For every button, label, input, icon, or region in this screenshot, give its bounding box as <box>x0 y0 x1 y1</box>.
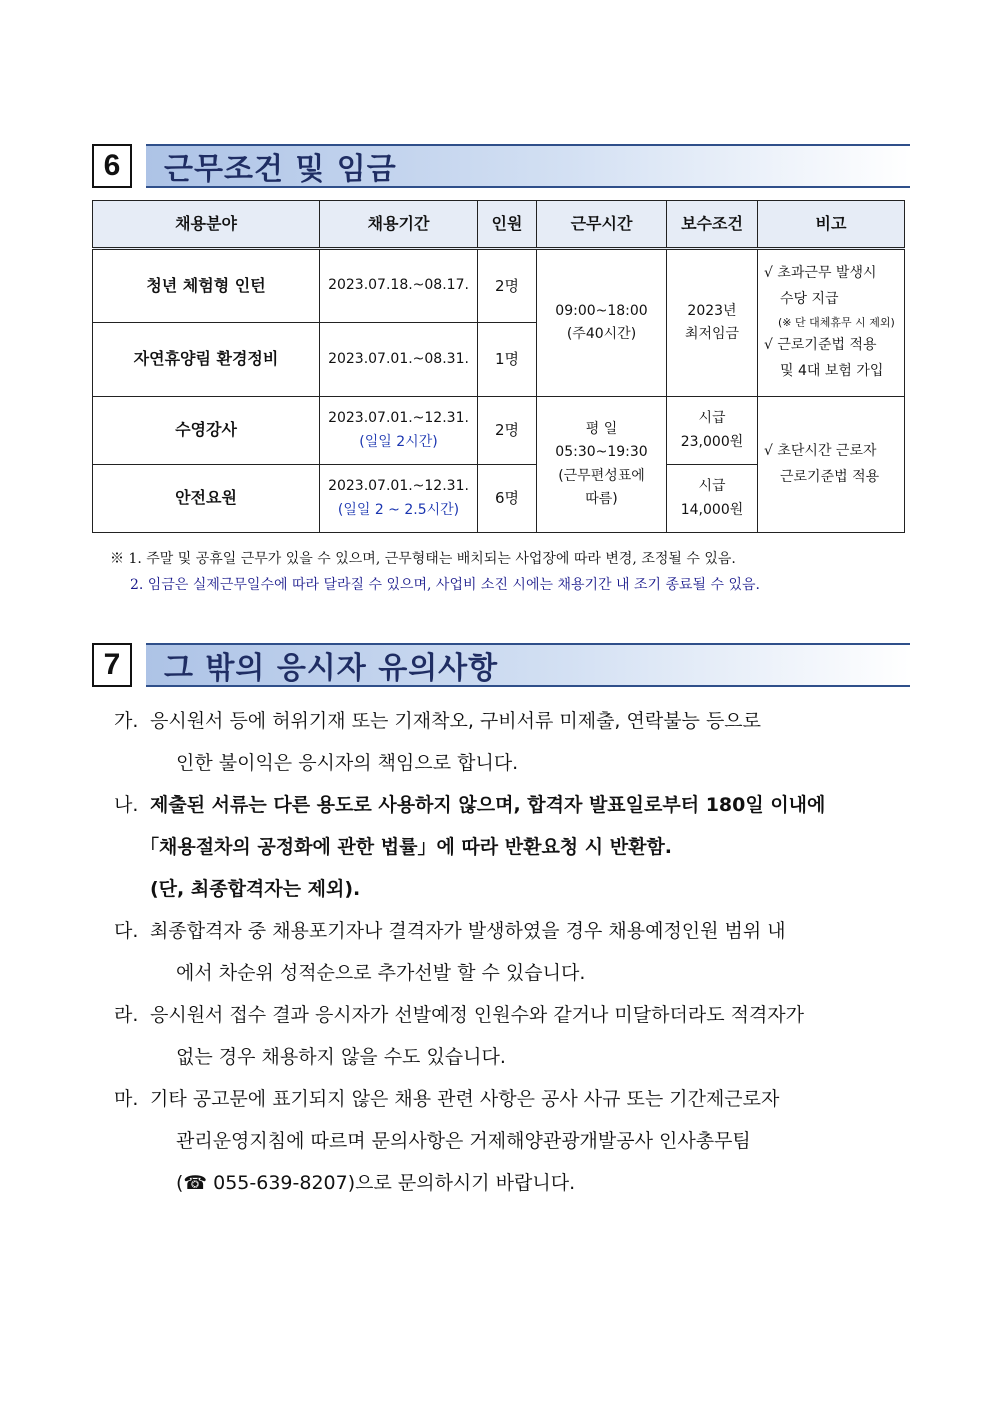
item-marker: 나. <box>114 794 139 816</box>
header-count: 인원 <box>478 201 537 249</box>
table-notes <box>110 546 760 598</box>
remarks-cell <box>758 397 905 533</box>
item-line: 기타 공고문에 표기되지 않은 채용 관련 사항은 공사 사규 또는 기간제근로자 <box>150 1088 780 1110</box>
hours-cell <box>537 397 667 533</box>
field-cell: 안전요원 <box>93 465 320 533</box>
pay-line: 2023년 <box>687 302 737 319</box>
pay-line: 최저임금 <box>684 326 740 342</box>
pay-line: 시급 <box>698 410 726 427</box>
hours-line: 05:30~19:30 <box>555 444 648 461</box>
item-line: 인한 불이익은 응시자의 책임으로 합니다. <box>176 752 519 774</box>
section-7-number: 7 <box>92 643 132 687</box>
hours-line: 평 일 <box>585 421 618 438</box>
remark-line: √ 근로기준법 적용 <box>764 337 877 354</box>
hours-cell <box>537 249 667 397</box>
item-line: 없는 경우 채용하지 않을 수도 있습니다. <box>176 1046 506 1068</box>
remark-line: 및 4대 보험 가입 <box>780 363 884 380</box>
field-cell: 수영강사 <box>93 397 320 465</box>
header-pay: 보수조건 <box>667 201 758 249</box>
work-conditions-table <box>92 200 905 533</box>
hours-line: 따름) <box>585 490 618 507</box>
hours-line: (근무편성표에 <box>558 467 645 484</box>
item-line: (단, 최종합격자는 제외). <box>150 878 361 900</box>
item-line: 「채용절차의 공정화에 관한 법률」에 따라 반환요청 시 반환함. <box>140 836 673 858</box>
list-item <box>114 700 904 784</box>
remark-line: (※ 단 대체휴무 시 제외) <box>778 315 895 329</box>
item-line: 응시원서 접수 결과 응시자가 선발예정 인원수와 같거나 미달하더라도 적격자가 <box>150 1004 805 1026</box>
remark-line: 수당 지급 <box>780 290 839 307</box>
period-note: (일일 2시간) <box>359 433 438 450</box>
period-line: 2023.07.01.~12.31. <box>328 410 469 427</box>
count-cell: 6명 <box>478 465 537 533</box>
item-marker: 다. <box>114 920 139 942</box>
pay-cell <box>667 465 758 533</box>
notice-list <box>114 700 904 1204</box>
table-row <box>93 249 905 323</box>
period-cell <box>320 397 478 465</box>
header-period: 채용기간 <box>320 201 478 249</box>
section-6-title: 근무조건 및 임금 <box>146 144 910 188</box>
pay-line: 시급 <box>698 478 726 495</box>
field-cell: 청년 체험형 인턴 <box>93 249 320 323</box>
period-cell: 2023.07.18.~08.17. <box>320 249 478 323</box>
section-7-title: 그 밖의 응시자 유의사항 <box>146 643 910 687</box>
period-cell: 2023.07.01.~08.31. <box>320 323 478 397</box>
header-remarks: 비고 <box>758 201 905 249</box>
item-marker: 라. <box>114 1004 139 1026</box>
pay-cell <box>667 249 758 397</box>
item-line: 에서 차순위 성적순으로 추가선발 할 수 있습니다. <box>176 962 586 984</box>
header-hours: 근무시간 <box>537 201 667 249</box>
table-row <box>93 397 905 465</box>
item-line: (☎ 055-639-8207)으로 문의하시기 바랍니다. <box>176 1172 576 1194</box>
table-header-row <box>93 201 905 249</box>
section-7-header <box>92 643 910 691</box>
count-cell: 1명 <box>478 323 537 397</box>
field-cell: 자연휴양림 환경정비 <box>93 323 320 397</box>
section-6-number: 6 <box>92 144 132 188</box>
item-line: 최종합격자 중 채용포기자나 결격자가 발생하였을 경우 채용예정인원 범위 내 <box>150 920 786 942</box>
note-2: 2. 임금은 실제근무일수에 따라 달라질 수 있으며, 사업비 소진 시에는 채용기간 내 조기 종료될 수 있음. <box>130 577 760 593</box>
list-item <box>114 910 904 994</box>
pay-line: 14,000원 <box>680 501 744 518</box>
list-item <box>114 1078 904 1204</box>
hours-line: (주40시간) <box>566 326 637 342</box>
count-cell: 2명 <box>478 249 537 323</box>
hours-line: 09:00~18:00 <box>555 302 648 319</box>
count-cell: 2명 <box>478 397 537 465</box>
period-note: (일일 2 ~ 2.5시간) <box>337 501 460 518</box>
remark-line: √ 초과근무 발생시 <box>764 265 877 282</box>
note-1: ※ 1. 주말 및 공휴일 근무가 있을 수 있으며, 근무형태는 배치되는 사업장에 따라 변경, 조정될 수 있음. <box>110 551 736 567</box>
remarks-cell <box>758 249 905 397</box>
item-line: 관리운영지침에 따르며 문의사항은 거제해양관광개발공사 인사총무팀 <box>176 1130 751 1152</box>
header-field: 채용분야 <box>93 201 320 249</box>
pay-cell <box>667 397 758 465</box>
item-line: 제출된 서류는 다른 용도로 사용하지 않으며, 합격자 발표일로부터 180일 이내에 <box>150 794 826 816</box>
item-line: 응시원서 등에 허위기재 또는 기재착오, 구비서류 미제출, 연락불능 등으로 <box>150 710 762 732</box>
remark-line: √ 초단시간 근로자 <box>764 442 877 459</box>
period-cell <box>320 465 478 533</box>
list-item <box>114 994 904 1078</box>
list-item <box>114 784 904 910</box>
section-6-header <box>92 144 910 192</box>
item-marker: 마. <box>114 1088 139 1110</box>
item-marker: 가. <box>114 710 139 732</box>
pay-line: 23,000원 <box>680 433 744 450</box>
period-line: 2023.07.01.~12.31. <box>328 478 469 495</box>
remark-line: 근로기준법 적용 <box>780 468 880 485</box>
